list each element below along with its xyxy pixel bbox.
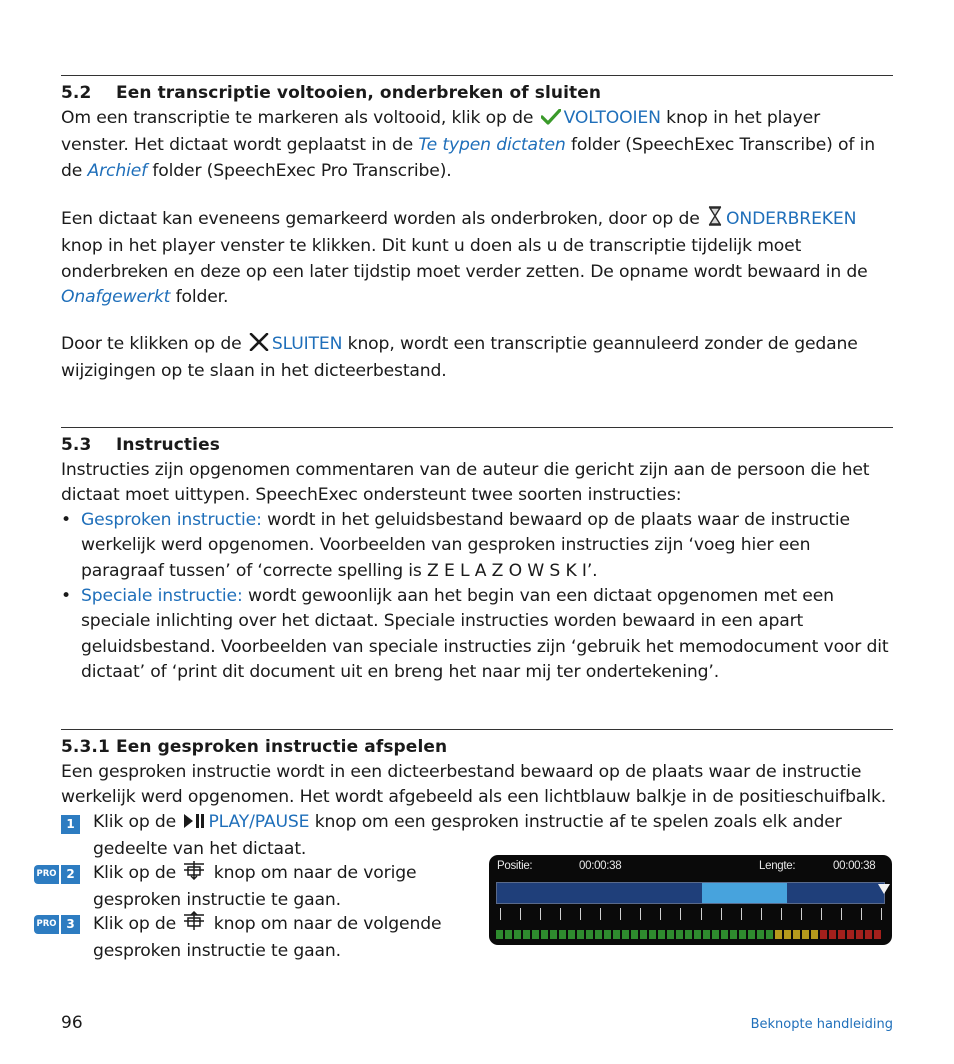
bullet-term: Speciale instructie: bbox=[81, 586, 243, 606]
text-line: wijzigingen op te slaan in het dicteerbestand. bbox=[61, 361, 447, 382]
text-line: dictaat’ of ‘print dit document uit en breng het naar mij ter ondertekening’. bbox=[81, 661, 720, 682]
tick-mark bbox=[721, 908, 722, 920]
step-number-badge: 3 bbox=[61, 915, 80, 934]
meter-cell bbox=[856, 930, 863, 939]
meter-cell bbox=[865, 930, 872, 939]
text-line: speciale inlichting over het dictaat. Speciale instructies worden bewaard in een apart bbox=[81, 611, 804, 632]
section-title: Instructies bbox=[116, 435, 220, 455]
meter-cell bbox=[622, 930, 629, 939]
tick-mark bbox=[861, 908, 862, 920]
tick-mark bbox=[620, 908, 621, 920]
next-instruction-icon bbox=[183, 911, 205, 939]
text-line: Klik op de knop om naar de vorige bbox=[93, 860, 416, 888]
play-pause-button-label: PLAY/PAUSE bbox=[208, 812, 310, 832]
meter-cell bbox=[595, 930, 602, 939]
document-title: Beknopte handleiding bbox=[750, 1017, 893, 1032]
tick-mark bbox=[841, 908, 842, 920]
section-number: 5.3.1 bbox=[61, 737, 110, 757]
meter-cell bbox=[793, 930, 800, 939]
meter-cell bbox=[676, 930, 683, 939]
text-line: werkelijk werd opgenomen. Het wordt afgebeeld als een lichtblauw balkje in de positieschuifbalk. bbox=[61, 787, 887, 808]
tick-mark bbox=[680, 908, 681, 920]
text-line: de Archief folder (SpeechExec Pro Transcribe). bbox=[61, 160, 452, 181]
player-position-bar-screenshot bbox=[489, 855, 892, 945]
meter-cell bbox=[739, 930, 746, 939]
meter-cell bbox=[613, 930, 620, 939]
meter-cell bbox=[685, 930, 692, 939]
onderbreken-button-label: ONDERBREKEN bbox=[725, 209, 857, 229]
meter-cell bbox=[550, 930, 557, 939]
text-line: Klik op de knop om naar de volgende bbox=[93, 911, 441, 939]
checkmark-icon bbox=[541, 108, 561, 133]
step-2 bbox=[93, 860, 416, 914]
text-line: Om een transcriptie te markeren als voltooid, klik op de VOLTOOIEN knop in het player bbox=[61, 106, 901, 133]
text-line: gesproken instructie te gaan. bbox=[93, 890, 341, 911]
meter-cell bbox=[757, 930, 764, 939]
tick-mark bbox=[741, 908, 742, 920]
meter-cell bbox=[532, 930, 539, 939]
meter-cell bbox=[649, 930, 656, 939]
position-ticks bbox=[496, 908, 885, 920]
tick-mark bbox=[580, 908, 581, 920]
text-line: dictaat moet uittypen. SpeechExec ondersteunt twee soorten instructies: bbox=[61, 485, 682, 506]
text-line: Door te klikken op de SLUITEN knop, wordt een transcriptie geannuleerd zonder de gedane bbox=[61, 332, 901, 359]
meter-cell bbox=[712, 930, 719, 939]
pro-badge: PRO bbox=[34, 865, 59, 884]
position-slider-bar[interactable] bbox=[496, 882, 885, 904]
play-pause-icon bbox=[183, 812, 205, 837]
text-line: gedeelte van het dictaat. bbox=[93, 839, 307, 860]
text-line: Klik op de PLAY/PAUSE knop om een gesproken instructie af te spelen zoals elk ander bbox=[93, 810, 842, 837]
bullet-gesproken bbox=[61, 508, 901, 584]
pro-badge: PRO bbox=[34, 915, 59, 934]
meter-cell bbox=[874, 930, 881, 939]
tick-mark bbox=[821, 908, 822, 920]
text-line: paragraaf tussen’ of ‘correcte spelling is Z E L A Z O W S K I’. bbox=[81, 560, 598, 581]
sluiten-button-label: SLUITEN bbox=[271, 334, 343, 354]
meter-cell bbox=[703, 930, 710, 939]
tick-mark bbox=[881, 908, 882, 920]
meter-cell bbox=[586, 930, 593, 939]
section-number: 5.3 bbox=[61, 435, 92, 455]
text-line: gesproken instructie te gaan. bbox=[93, 941, 341, 962]
meter-cell bbox=[811, 930, 818, 939]
page-number: 96 bbox=[61, 1013, 83, 1033]
text-line: Gesproken instructie: wordt in het geluidsbestand bewaard op de plaats waar de instructie bbox=[81, 510, 850, 530]
tick-mark bbox=[640, 908, 641, 920]
text-line: onderbreken en deze op een later tijdstip moet verder zetten. De opname wordt bewaard in de bbox=[61, 261, 868, 282]
paragraph-sluiten bbox=[61, 332, 901, 385]
meter-cell bbox=[505, 930, 512, 939]
bullet-term: Gesproken instructie: bbox=[81, 510, 262, 530]
step-3 bbox=[93, 911, 441, 965]
meter-cell bbox=[667, 930, 674, 939]
text-line: Onafgewerkt folder. bbox=[61, 286, 229, 307]
meter-cell bbox=[829, 930, 836, 939]
section-rule bbox=[61, 75, 893, 76]
instruction-segment bbox=[702, 883, 787, 903]
tick-mark bbox=[761, 908, 762, 920]
section-rule bbox=[61, 729, 893, 730]
section-title: Een transcriptie voltooien, onderbreken of sluiten bbox=[116, 83, 602, 103]
paragraph-instructies bbox=[61, 458, 901, 509]
bullet-dot: • bbox=[61, 510, 71, 530]
text-line: Een gesproken instructie wordt in een dicteerbestand bewaard op de plaats waar de instructie bbox=[61, 762, 862, 782]
bullet-dot: • bbox=[61, 586, 71, 606]
folder-name: Archief bbox=[87, 160, 148, 181]
tick-mark bbox=[560, 908, 561, 920]
section-heading-5-3-1 bbox=[61, 737, 447, 757]
meter-cell bbox=[559, 930, 566, 939]
meter-cell bbox=[631, 930, 638, 939]
paragraph-onderbreken bbox=[61, 206, 901, 310]
close-x-icon bbox=[249, 333, 269, 359]
step-number-badge: 1 bbox=[61, 815, 80, 834]
paragraph-voltooien bbox=[61, 106, 901, 184]
tick-mark bbox=[801, 908, 802, 920]
tick-mark bbox=[520, 908, 521, 920]
step-number-badge: 2 bbox=[61, 865, 80, 884]
paragraph-afspelen bbox=[61, 760, 901, 811]
meter-cell bbox=[847, 930, 854, 939]
meter-cell bbox=[568, 930, 575, 939]
folder-name: Te typen dictaten bbox=[418, 135, 566, 156]
section-heading-5-3 bbox=[61, 435, 220, 455]
text-line: venster. Het dictaat wordt geplaatst in de Te typen dictaten folder (SpeechExec Transcribe) of in bbox=[61, 135, 875, 156]
tick-mark bbox=[600, 908, 601, 920]
position-label: Positie: bbox=[497, 860, 533, 872]
hourglass-icon bbox=[707, 206, 723, 234]
tick-mark bbox=[701, 908, 702, 920]
position-marker-icon[interactable] bbox=[877, 883, 891, 895]
meter-cell bbox=[496, 930, 503, 939]
meter-cell bbox=[730, 930, 737, 939]
position-value: 00:00:38 bbox=[579, 860, 622, 872]
meter-cell bbox=[640, 930, 647, 939]
meter-cell bbox=[694, 930, 701, 939]
meter-cell bbox=[802, 930, 809, 939]
level-meter bbox=[496, 930, 885, 939]
text-line: knop in het player venster te klikken. Dit kunt u doen als u de transcriptie tijdelijk moet bbox=[61, 236, 802, 257]
meter-cell bbox=[604, 930, 611, 939]
tick-mark bbox=[500, 908, 501, 920]
text-line: Een dictaat kan eveneens gemarkeerd worden als onderbroken, door op de ONDERBREKEN bbox=[61, 206, 901, 234]
text-line: werkelijk werd opgenomen. Voorbeelden van gesproken instructies zijn ‘voeg hier een bbox=[81, 535, 811, 556]
meter-cell bbox=[523, 930, 530, 939]
meter-cell bbox=[820, 930, 827, 939]
text-line: geluidsbestand. Voorbeelden van speciale instructies zijn ‘gebruik het memodocument voor dit bbox=[81, 636, 889, 657]
voltooien-button-label: VOLTOOIEN bbox=[563, 108, 661, 128]
meter-cell bbox=[721, 930, 728, 939]
tick-mark bbox=[540, 908, 541, 920]
meter-cell bbox=[784, 930, 791, 939]
tick-mark bbox=[660, 908, 661, 920]
meter-cell bbox=[748, 930, 755, 939]
meter-cell bbox=[541, 930, 548, 939]
section-rule bbox=[61, 427, 893, 428]
meter-cell bbox=[658, 930, 665, 939]
section-title: Een gesproken instructie afspelen bbox=[116, 737, 448, 757]
tick-mark bbox=[781, 908, 782, 920]
meter-cell bbox=[838, 930, 845, 939]
meter-cell bbox=[514, 930, 521, 939]
meter-cell bbox=[766, 930, 773, 939]
bullet-speciale bbox=[61, 584, 901, 686]
previous-instruction-icon bbox=[183, 860, 205, 888]
section-heading-5-2 bbox=[61, 83, 601, 103]
text-line: Instructies zijn opgenomen commentaren van de auteur die gericht zijn aan de persoon die het bbox=[61, 460, 870, 480]
folder-name: Onafgewerkt bbox=[61, 286, 171, 307]
section-number: 5.2 bbox=[61, 83, 92, 103]
length-label: Lengte: bbox=[759, 860, 796, 872]
meter-cell bbox=[775, 930, 782, 939]
text-line: Speciale instructie: wordt gewoonlijk aan het begin van een dictaat opgenomen met een bbox=[81, 586, 834, 606]
length-value: 00:00:38 bbox=[833, 860, 876, 872]
meter-cell bbox=[577, 930, 584, 939]
